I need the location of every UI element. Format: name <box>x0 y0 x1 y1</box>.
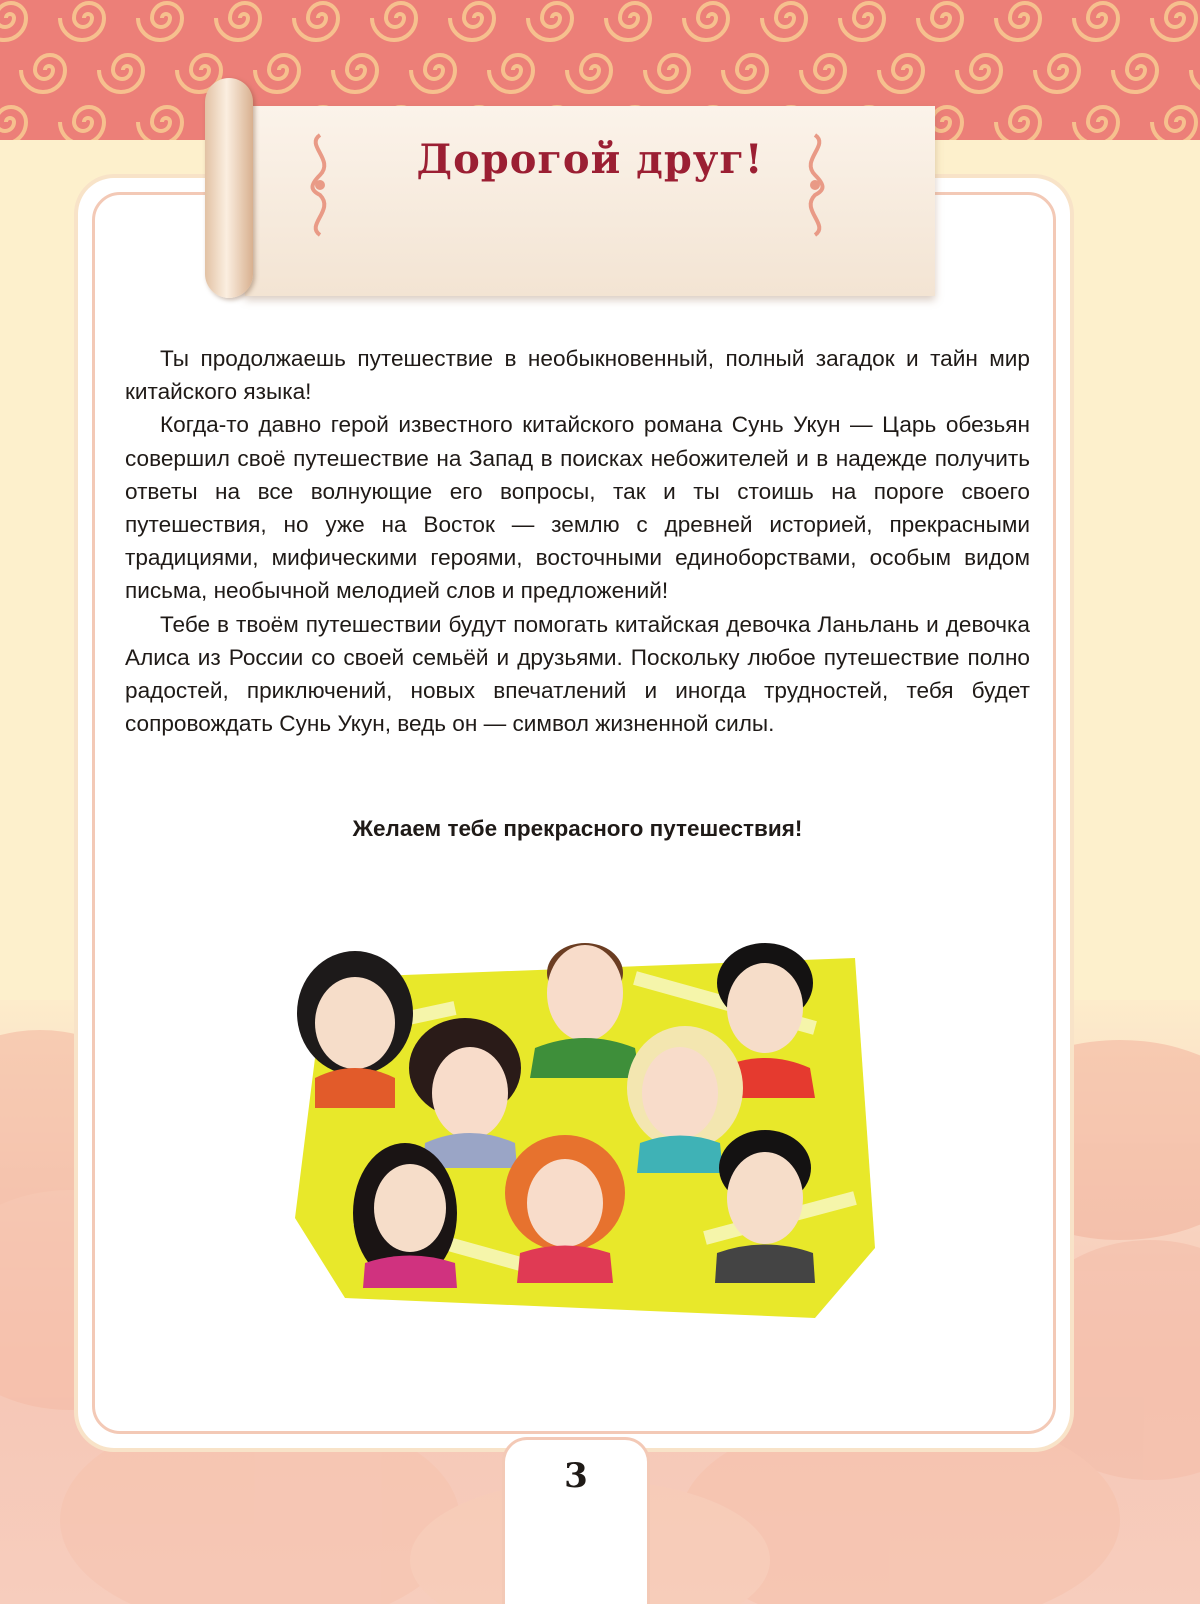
page-title: Дорогой друг! <box>416 136 764 183</box>
scroll-roll <box>205 78 253 298</box>
title-scroll <box>205 78 945 303</box>
wish-line: Желаем тебе прекрасного путешествия! <box>352 816 803 841</box>
paragraph-3: Тебе в твоём путешествии будут помогать китайская девочка Ланьлань и девочка Алиса из России со своей семьёй и друзьями. Поскольку любое путешествие полно радостей, приключений, новых впечатлений и иногда трудностей, тебя будет сопровождать Сунь Укун, ведь он — символ жизненной силы. <box>125 611 1030 737</box>
girl-bottom-left-portrait <box>353 1143 457 1288</box>
body-text <box>125 342 1030 740</box>
children-portraits-icon <box>255 918 920 1338</box>
children-portraits-illustration <box>255 918 920 1338</box>
boy-bottom-right-portrait <box>715 1130 815 1283</box>
girl-redhead-portrait <box>505 1135 625 1283</box>
paragraph-2: Когда-то давно герой известного китайского романа Сунь Укун — Царь обезьян совершил своё путешествие на Запад в поисках небожителей и в надежде получить ответы на все волнующие его вопросы, так и ты стоишь на пороге своего путешествия, но уже на Восток — землю с древней историей, прекрасными традициями, мифическими героями, восточными единоборствами, особым видом письма, необычной мелодией слов и предложений! <box>125 412 1030 604</box>
boy-curly-portrait <box>409 1018 521 1168</box>
paragraph-1: Ты продолжаешь путешествие в необыкновенный, полный загадок и тайн мир китайского языка! <box>125 346 1030 405</box>
page-number: 3 <box>564 1456 588 1496</box>
